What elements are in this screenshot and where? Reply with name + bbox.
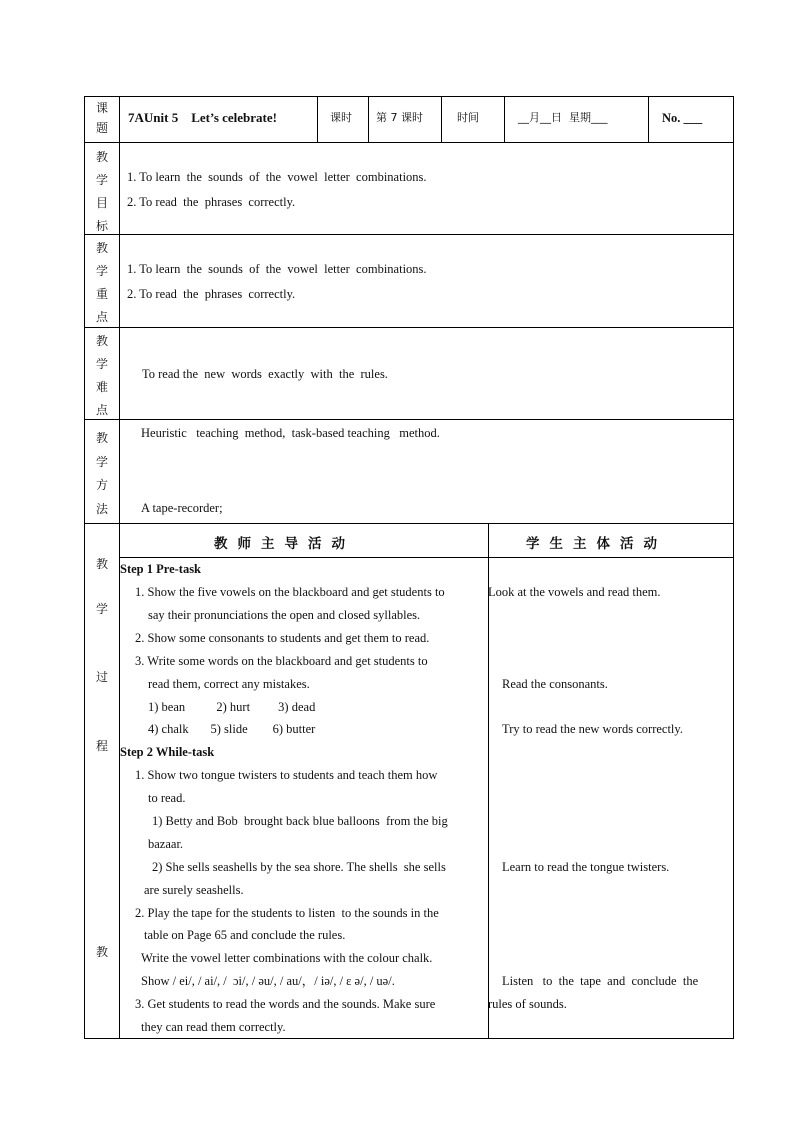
process-label-char: 学 xyxy=(95,602,108,616)
row-divider xyxy=(84,234,734,235)
methods-label-char: 方 xyxy=(95,478,108,492)
header-divider xyxy=(317,96,318,142)
teacher-line: to read. xyxy=(148,791,186,805)
teacher-line: 3. Get students to read the words and the sounds. Make sure xyxy=(135,997,436,1011)
goals-label xyxy=(85,146,119,238)
process-label-char: 过 xyxy=(95,670,108,684)
student-line: Listen to the tape and conclude the xyxy=(502,974,699,988)
goals-label-char: 标 xyxy=(95,219,108,233)
teacher-line: 1. Show the five vowels on the blackboard and get students to xyxy=(135,585,445,599)
teacher-line: Write the vowel letter combinations with the colour chalk. xyxy=(141,951,433,965)
row-divider xyxy=(84,327,734,328)
table-border-top xyxy=(84,96,734,97)
key-points-label xyxy=(85,237,119,329)
header-divider xyxy=(648,96,649,142)
activity-column-divider xyxy=(488,523,489,1039)
difficulties-label-char: 教 xyxy=(95,334,108,348)
goals-label-char: 目 xyxy=(95,196,108,210)
key-point-line: 1. To learn the sounds of the vowel letter combinations. xyxy=(127,262,427,276)
student-line: rules of sounds. xyxy=(488,997,567,1011)
teacher-activity-header: 教师主导活动 xyxy=(214,536,355,552)
teaching-method: Heuristic teaching method, task-based teaching method. xyxy=(141,426,440,440)
difficulties-text: To read the new words exactly with the rules. xyxy=(142,367,388,381)
student-line: Look at the vowels and read them. xyxy=(488,585,661,599)
row-divider xyxy=(119,557,734,558)
lesson-plan-table xyxy=(84,96,734,1039)
key-points-label-char: 点 xyxy=(95,310,108,324)
key-points-label-char: 重 xyxy=(95,287,108,301)
row-divider xyxy=(84,523,734,524)
teacher-line: 2. Play the tape for the students to listen to the sounds in the xyxy=(135,906,439,920)
number-value: No. ___ xyxy=(662,111,703,125)
step-heading: Step 2 While-task xyxy=(120,745,215,759)
process-label-char: 教 xyxy=(95,945,108,959)
topic-label-char: 课 xyxy=(95,101,108,115)
goals-label-char: 学 xyxy=(95,173,108,187)
student-line: Learn to read the tongue twisters. xyxy=(502,860,670,874)
topic-label-char: 题 xyxy=(95,121,108,135)
difficulties-label-char: 点 xyxy=(95,403,108,417)
methods-label-char: 教 xyxy=(95,431,108,445)
step-heading: Step 1 Pre-task xyxy=(120,562,202,576)
lesson-title: 7AUnit 5 Let’s celebrate! xyxy=(128,110,277,125)
row-divider xyxy=(84,419,734,420)
word-list-line: 4) chalk 5) slide 6) butter xyxy=(148,722,316,736)
tongue-twister-line: bazaar. xyxy=(148,837,184,851)
teacher-line: table on Page 65 and conclude the rules. xyxy=(144,928,346,942)
methods-label xyxy=(85,427,119,521)
goal-line: 2. To read the phrases correctly. xyxy=(127,195,296,209)
header-divider xyxy=(504,96,505,142)
teacher-line: say their pronunciations the open and closed syllables. xyxy=(148,608,421,622)
teacher-line: 3. Write some words on the blackboard and get students to xyxy=(135,654,428,668)
difficulties-label-char: 学 xyxy=(95,357,108,371)
key-point-line: 2. To read the phrases correctly. xyxy=(127,287,296,301)
topic-label xyxy=(85,100,119,136)
table-border-right xyxy=(733,96,734,1039)
period-label: 课时 xyxy=(330,111,352,124)
teacher-line: 1. Show two tongue twisters to students and teach them how xyxy=(135,768,438,782)
student-line: Try to read the new words correctly. xyxy=(502,722,683,736)
time-label: 时间 xyxy=(457,111,479,124)
teacher-line: they can read them correctly. xyxy=(141,1020,286,1034)
date-value: __月__日 星期___ xyxy=(518,111,608,124)
tongue-twister-line: are surely seashells. xyxy=(144,883,244,897)
word-list-line: 1) bean 2) hurt 3) dead xyxy=(148,700,316,714)
key-points-label-char: 学 xyxy=(95,264,108,278)
tongue-twister-line: 2) She sells seashells by the sea shore. The shells she sells xyxy=(152,860,446,874)
teacher-line: read them, correct any mistakes. xyxy=(148,677,310,691)
phonetic-symbols: Show / ei/, / ai/, / ɔi/, / əu/, / au/，/ iə/, / ɛ ə/, / uə/. xyxy=(141,974,395,988)
teacher-line: 2. Show some consonants to students and get them to read. xyxy=(135,631,430,645)
process-label-char: 程 xyxy=(95,739,108,753)
period-value: 第 7 课时 xyxy=(376,111,423,124)
header-divider xyxy=(441,96,442,142)
goals-label-char: 教 xyxy=(95,150,108,164)
student-line: Read the consonants. xyxy=(502,677,608,691)
methods-label-char: 法 xyxy=(95,501,108,516)
process-label-char: 教 xyxy=(95,557,108,571)
teaching-aid: A tape-recorder; xyxy=(141,501,223,515)
table-border-bottom xyxy=(84,1038,734,1039)
key-points-label-char: 教 xyxy=(95,241,108,255)
methods-label-char: 学 xyxy=(95,454,108,469)
tongue-twister-line: 1) Betty and Bob brought back blue balloons from the big xyxy=(152,814,448,828)
row-divider xyxy=(84,142,734,143)
student-activity-header: 学生主体活动 xyxy=(526,536,667,552)
difficulties-label xyxy=(85,330,119,422)
header-divider xyxy=(368,96,369,142)
goal-line: 1. To learn the sounds of the vowel letter combinations. xyxy=(127,170,427,184)
difficulties-label-char: 难 xyxy=(95,380,108,394)
